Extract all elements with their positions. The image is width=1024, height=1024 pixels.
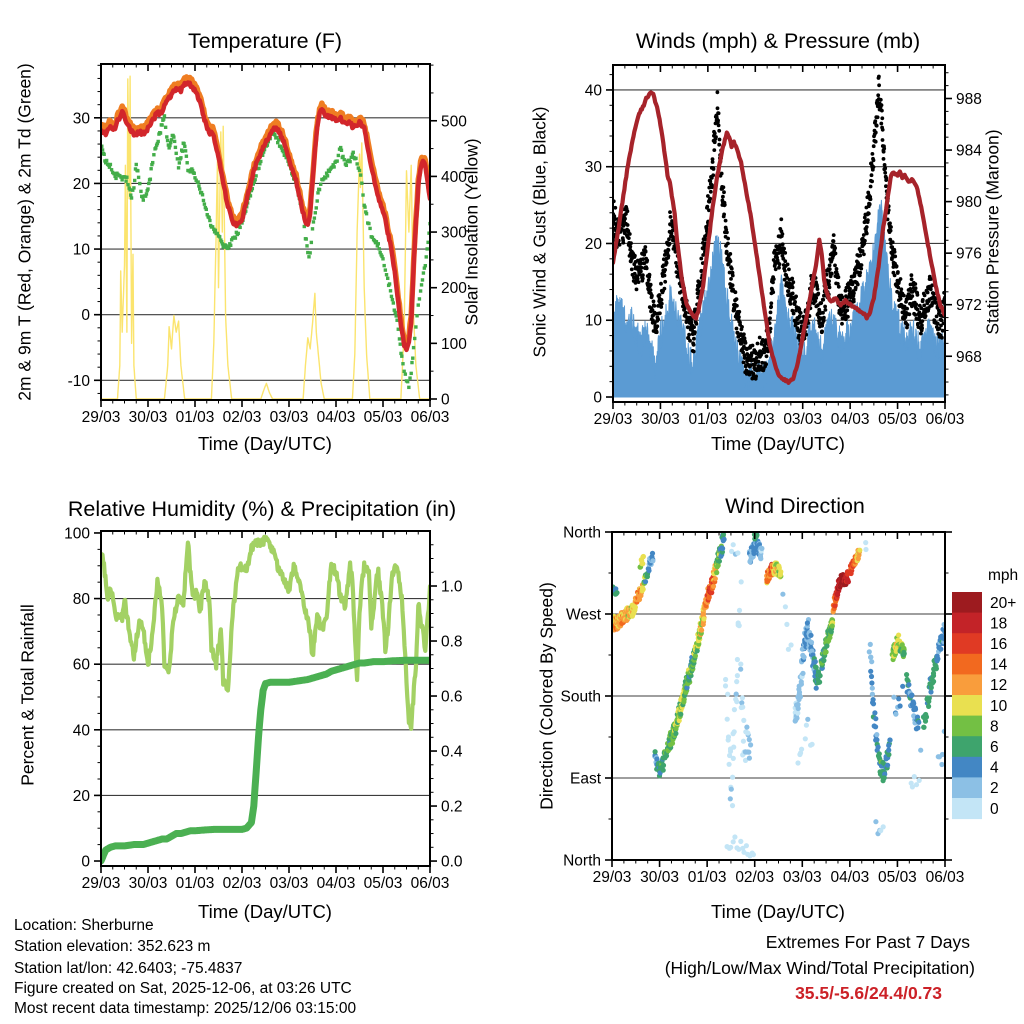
svg-text:01/03: 01/03 [688, 411, 728, 428]
svg-text:29/03: 29/03 [81, 875, 121, 892]
svg-text:10: 10 [72, 241, 90, 259]
percent-rainfall-axis-label: Percent & Total Rainfall [17, 604, 38, 786]
svg-text:East: East [569, 770, 601, 788]
svg-text:North: North [563, 524, 601, 542]
svg-text:West: West [565, 606, 601, 624]
winds-x-axis-label: Time (Day/UTC) [711, 433, 845, 454]
svg-text:04/03: 04/03 [316, 409, 356, 426]
extremes-subtitle: (High/Low/Max Wind/Total Precipitation) [664, 958, 975, 978]
svg-text:976: 976 [956, 245, 982, 263]
svg-text:0.6: 0.6 [441, 688, 463, 706]
svg-text:02/03: 02/03 [735, 411, 775, 428]
svg-text:03/03: 03/03 [269, 409, 309, 426]
svg-text:80: 80 [72, 591, 90, 609]
svg-text:0.4: 0.4 [441, 743, 463, 761]
temperature-panel-title: Temperature (F) [187, 29, 343, 53]
svg-text:0: 0 [990, 800, 999, 818]
svg-text:04/03: 04/03 [316, 875, 356, 892]
svg-text:29/03: 29/03 [593, 411, 633, 428]
humidity-precip-panel-title: Relative Humidity (%) & Precipitation (in) [67, 497, 457, 521]
humidity-x-axis-label: Time (Day/UTC) [198, 901, 332, 922]
temperature-left-axis-label: 2m & 9m T (Red, Orange) & 2m Td (Green) [14, 63, 35, 401]
svg-text:02/03: 02/03 [222, 875, 262, 892]
svg-text:0.0: 0.0 [441, 853, 463, 871]
svg-text:20: 20 [72, 787, 90, 805]
footer-created: Figure created on Sat, 2025-12-06, at 03:26 UTC [14, 980, 352, 997]
svg-text:20: 20 [72, 175, 90, 193]
svg-text:05/03: 05/03 [363, 409, 403, 426]
svg-text:8: 8 [990, 718, 999, 736]
svg-text:20: 20 [584, 235, 602, 253]
svg-text:04/03: 04/03 [830, 411, 870, 428]
svg-text:30/03: 30/03 [128, 409, 168, 426]
extremes-title: Extremes For Past 7 Days [765, 932, 970, 952]
svg-text:01/03: 01/03 [175, 409, 215, 426]
svg-text:03/03: 03/03 [269, 875, 309, 892]
svg-text:04/03: 04/03 [830, 869, 870, 886]
svg-text:05/03: 05/03 [363, 875, 403, 892]
svg-text:980: 980 [956, 194, 982, 212]
svg-text:29/03: 29/03 [592, 869, 632, 886]
svg-text:29/03: 29/03 [81, 409, 121, 426]
svg-text:01/03: 01/03 [687, 869, 727, 886]
svg-text:0: 0 [81, 307, 90, 325]
svg-text:200: 200 [441, 280, 467, 298]
svg-text:South: South [560, 688, 601, 706]
svg-text:02/03: 02/03 [222, 409, 262, 426]
svg-text:30/03: 30/03 [640, 869, 679, 886]
svg-text:40: 40 [584, 82, 602, 100]
svg-text:0: 0 [81, 853, 90, 871]
temperature-x-axis-label: Time (Day/UTC) [198, 433, 332, 454]
footer-location: Location: Sherburne [14, 917, 154, 934]
svg-text:972: 972 [956, 297, 982, 315]
direction-axis-label: Direction (Colored By Speed) [536, 582, 557, 810]
svg-text:06/03: 06/03 [925, 869, 965, 886]
svg-text:300: 300 [441, 224, 467, 242]
wind-direction-x-axis-label: Time (Day/UTC) [711, 901, 845, 922]
svg-text:400: 400 [441, 168, 467, 186]
svg-text:30/03: 30/03 [641, 411, 680, 428]
svg-text:06/03: 06/03 [925, 411, 965, 428]
station-pressure-axis-label: Station Pressure (Maroon) [982, 129, 1003, 335]
svg-text:10: 10 [584, 312, 602, 330]
svg-text:-10: -10 [67, 372, 90, 390]
svg-text:12: 12 [990, 677, 1008, 695]
svg-text:03/03: 03/03 [783, 411, 823, 428]
svg-text:0.8: 0.8 [441, 633, 463, 651]
svg-text:100: 100 [441, 335, 467, 353]
svg-text:4: 4 [990, 759, 999, 777]
svg-text:1.0: 1.0 [441, 578, 463, 596]
svg-text:30: 30 [72, 110, 90, 128]
svg-text:500: 500 [441, 113, 467, 131]
extremes-values: 35.5/-5.6/24.4/0.73 [795, 983, 942, 1003]
svg-text:06/03: 06/03 [410, 875, 450, 892]
footer-latlon: Station lat/lon: 42.6403; -75.4837 [14, 960, 243, 977]
svg-text:05/03: 05/03 [878, 869, 917, 886]
svg-text:6: 6 [990, 739, 999, 756]
solar-insolation-axis-label: Solar Insolation (Yellow) [461, 138, 482, 326]
svg-text:984: 984 [956, 142, 982, 160]
svg-text:0: 0 [441, 391, 450, 409]
svg-text:40: 40 [72, 722, 90, 740]
svg-text:01/03: 01/03 [175, 875, 215, 892]
svg-text:14: 14 [990, 656, 1008, 674]
svg-text:03/03: 03/03 [782, 869, 822, 886]
svg-text:2: 2 [990, 780, 999, 798]
svg-text:988: 988 [956, 91, 982, 109]
wind-direction-panel-title: Wind Direction [725, 494, 865, 518]
svg-text:16: 16 [990, 636, 1008, 653]
svg-text:0: 0 [593, 389, 602, 407]
footer-timestamp: Most recent data timestamp: 2025/12/06 03:15:00 [14, 1000, 357, 1017]
winds-pressure-panel-title: Winds (mph) & Pressure (mb) [635, 29, 921, 53]
footer-elevation: Station elevation: 352.623 m [14, 938, 211, 955]
svg-text:968: 968 [956, 348, 982, 366]
colorbar-units-label: mph [988, 567, 1019, 584]
svg-text:0.2: 0.2 [441, 798, 463, 816]
svg-text:10: 10 [990, 697, 1008, 715]
svg-text:18: 18 [990, 615, 1008, 633]
svg-text:30: 30 [584, 159, 602, 177]
svg-text:20+: 20+ [990, 594, 1017, 612]
svg-text:06/03: 06/03 [410, 409, 450, 426]
svg-text:30/03: 30/03 [128, 875, 168, 892]
svg-text:North: North [563, 852, 601, 870]
svg-text:05/03: 05/03 [878, 411, 917, 428]
wind-gust-axis-label: Sonic Wind & Gust (Blue, Black) [529, 106, 550, 358]
svg-text:60: 60 [72, 656, 90, 674]
svg-text:100: 100 [64, 525, 90, 543]
svg-text:02/03: 02/03 [735, 869, 775, 886]
